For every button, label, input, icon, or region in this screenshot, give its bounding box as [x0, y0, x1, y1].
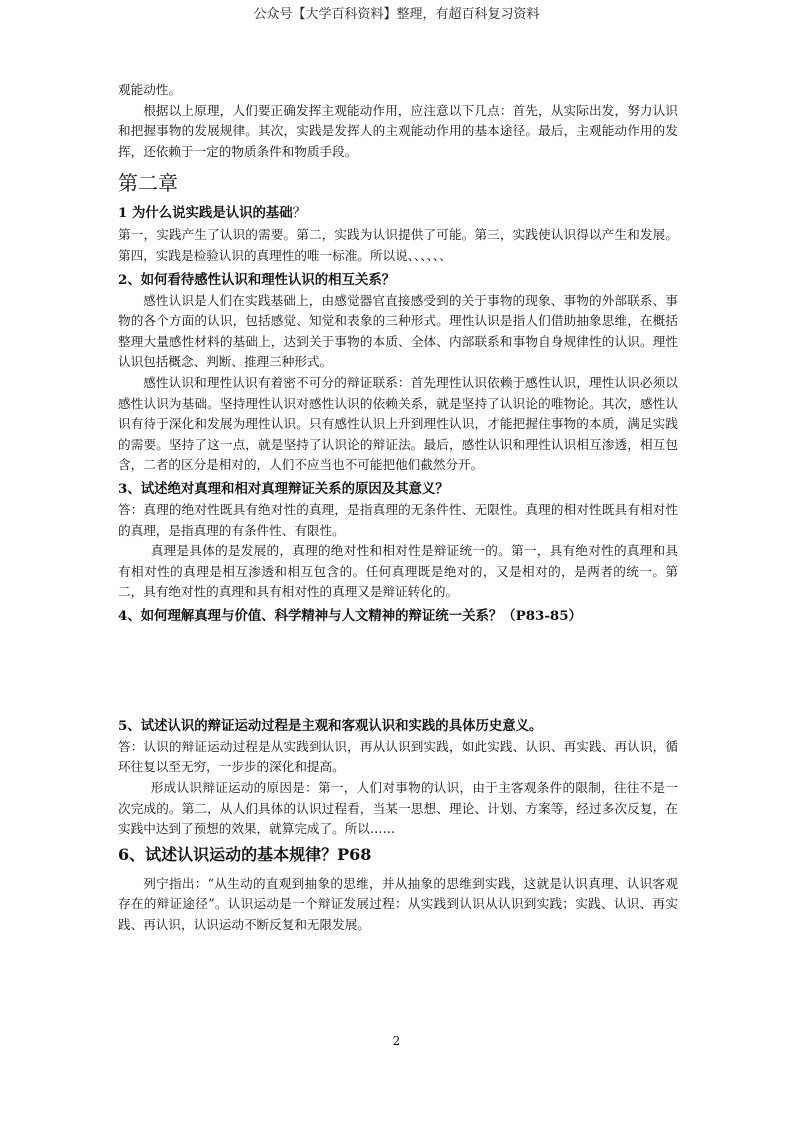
- question-5-paragraph-1: 答：认识的辩证运动过程是从实践到认识，再从认识到实践，如此实践、认识、再实践、再认识，循环往复以至无穷，一步步的深化和提高。: [118, 738, 678, 775]
- question-5-paragraph-2: 形成认识辩证运动的原因是：第一，人们对事物的认识，由于主客观条件的限制，往往不是一次完成的。第二，从人们具体的认识过程看，当某一思想、理论、计划、方案等，经过多次反复，在实践中达到了预想的效果，就算完成了。所以……: [118, 780, 678, 837]
- question-1-answer: 第一，实践产生了认识的需要。第二，实践为认识提供了可能。第三，实践使认识得以产生和发展。第四，实践是检验认识的真理性的唯一标准。所以说、、、、、、: [118, 227, 678, 263]
- question-3-title: 3、试述绝对真理和相对真理辩证关系的原因及其意义？: [118, 480, 449, 497]
- question-2-title: 2、如何看待感性认识和理性认识的相互关系？: [118, 271, 396, 288]
- question-6-title: 6、试述认识运动的基本规律？P68: [118, 844, 372, 864]
- question-2-paragraph-1: 感性认识是人们在实践基础上，由感觉器官直接感受到的关于事物的现象、事物的外部联系、事物的各个方面的认识，包括感觉、知觉和表象的三种形式。理性认识是指人们借助抽象思维，在概括整理大量感性材料的基础上，达到关于事物的本质、全体、内部联系和事物自身规律性的认识。理性认识包括概念、判断、推理三种形式。: [118, 292, 678, 370]
- question-3-paragraph-2: 真理是具体的是发展的，真理的绝对性和相对性是辩证统一的。第一，具有绝对性的真理和具有相对性的真理是相互渗透和相互包含的。任何真理既是绝对的，又是相对的，是两者的统一。第二，具有绝对性的真理和具有相对性的真理又是辩证转化的。: [118, 543, 678, 600]
- question-1-heading: [118, 202, 678, 225]
- question-6-paragraph-1: 列宁指出：“从生动的直观到抽象的思维，并从抽象的思维到实践，这就是认识真理、认识客观存在的辩证途径”。认识运动是一个辩证发展过程：从实践到认识从认识到实践；实践、认识、再实践、再认识，认识运动不断反复和无限发展。: [118, 875, 678, 933]
- document-body: [118, 80, 678, 936]
- blank-space: [118, 627, 678, 713]
- page-header: 公众号【大学百科资料】整理，有超百科复习资料: [253, 7, 540, 22]
- question-1-title: 1 为什么说实践是认识的基础: [118, 205, 293, 222]
- question-5-title: 5、试述认识的辩证运动过程是主观和客观认识和实践的具体历史意义。: [118, 717, 543, 734]
- question-3-paragraph-1: 答：真理的绝对性既具有绝对性的真理，是指真理的无条件性、无限性。真理的相对性既具有相对性的真理，是指真理的有条件性、有限性。: [118, 501, 678, 538]
- intro-paragraph: 根据以上原理，人们要正确发挥主观能动作用，应注意以下几点：首先，从实际出发，努力认识和把握事物的发展规律。其次，实践是发挥人的主观能动作用的基本途径。最后，主观能动作用的发挥，还依赖于一定的物质条件和物质手段。: [118, 102, 678, 159]
- intro-line: 观能动性。: [118, 82, 181, 97]
- page-number: 2: [392, 1034, 401, 1048]
- chapter-title: 第二章: [118, 171, 178, 196]
- question-1-mark: ？: [292, 206, 307, 222]
- question-2-paragraph-2: 感性认识和理性认识有着密不可分的辩证联系：首先理性认识依赖于感性认识，理性认识必须以感性认识为基础。坚持理性认识对感性认识的依赖关系，就是坚持了认识论的唯物论。其次，感性认识有待于深化和发展为理性认识。只有感性认识上升到理性认识，才能把握住事物的本质，满足实践的需要。坚持了这一点，就是坚持了认识论的辩证法。最后，感性认识和理性认识相互渗透，相互包含，二者的区分是相对的，人们不应当也不可能把他们截然分开。: [118, 374, 678, 473]
- question-4-title: 4、如何理解真理与价值、科学精神与人文精神的辩证统一关系？（P83-85）: [118, 607, 582, 624]
